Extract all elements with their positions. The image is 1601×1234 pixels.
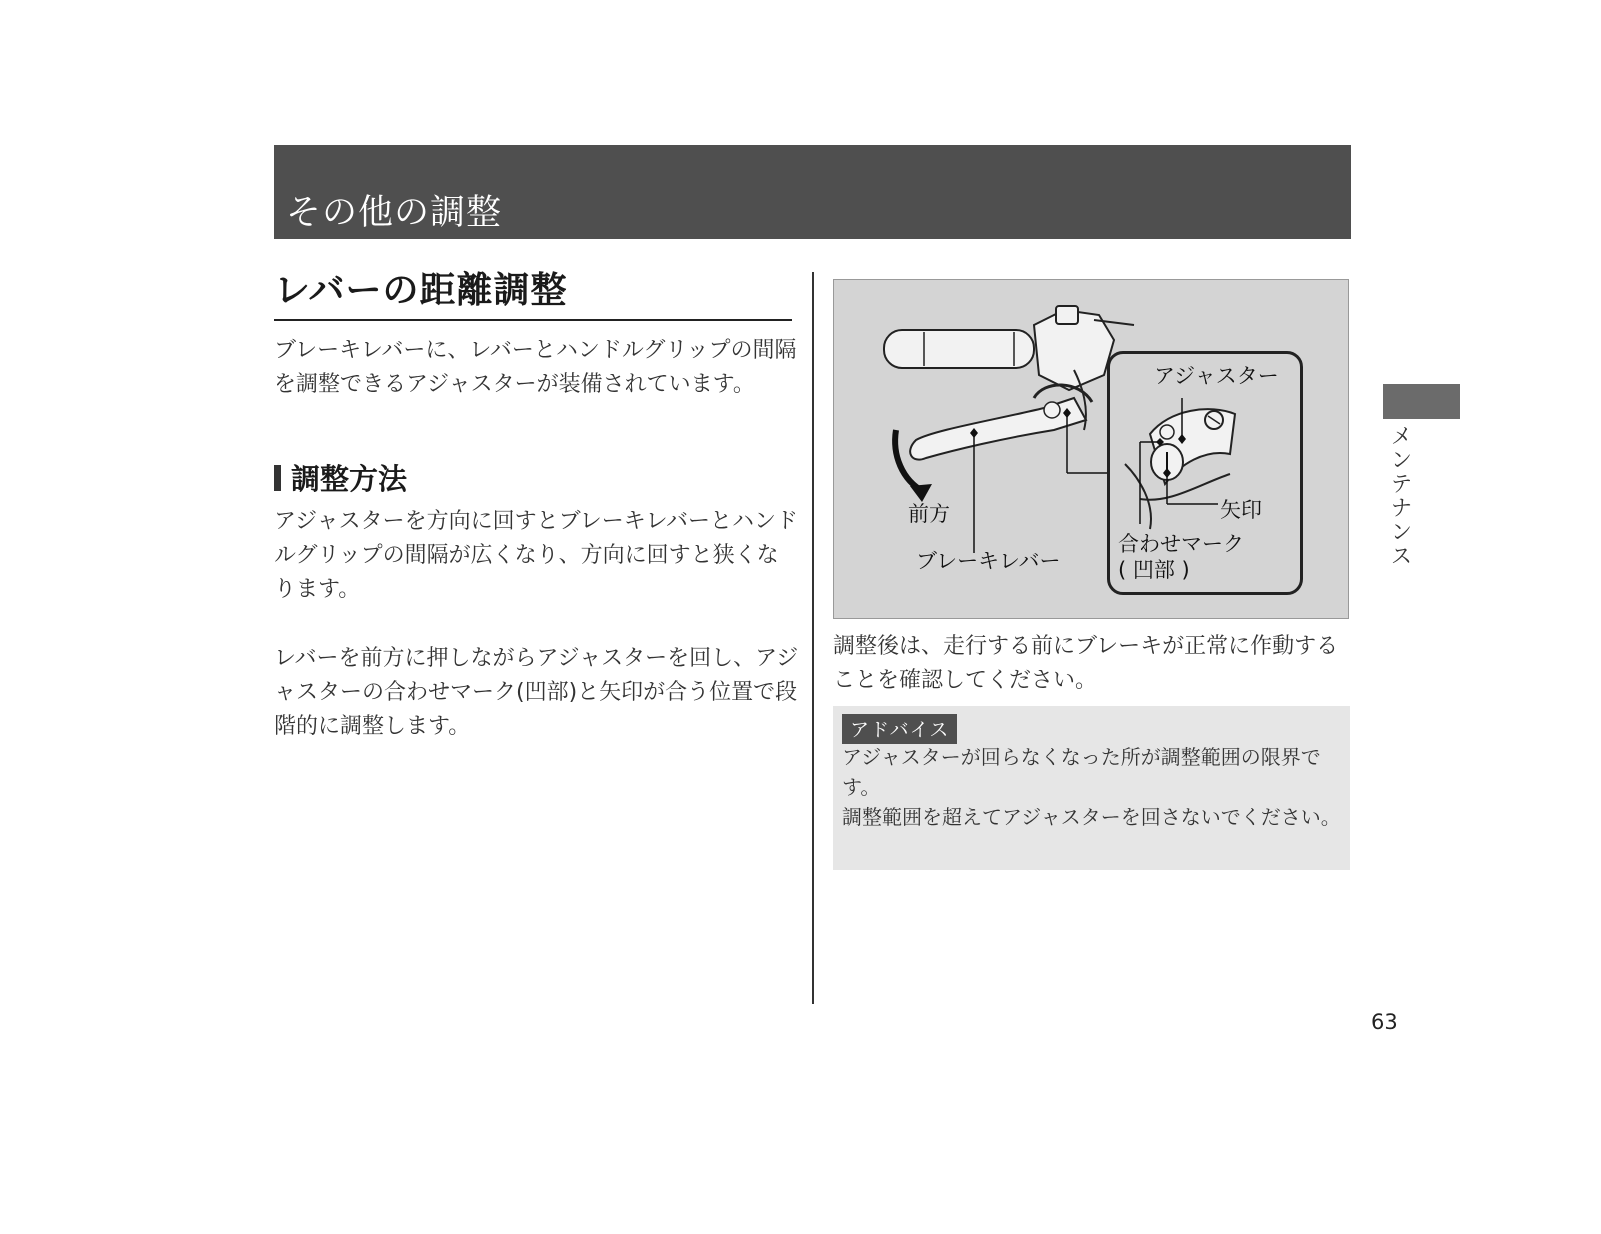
label-adjuster: アジャスター [1154, 364, 1279, 388]
label-alignment-mark: 合わせマーク [1118, 532, 1244, 556]
advice-text [842, 742, 1342, 832]
advice-line-2: 調整範囲を超えてアジャスターを回さないでください。 [842, 805, 1341, 829]
adjuster-detail-inset [1107, 351, 1303, 595]
advice-badge: アドバイス [842, 714, 957, 744]
column-divider [812, 272, 814, 1004]
label-arrow: 矢印 [1220, 498, 1262, 522]
intro-paragraph: ブレーキレバーに、レバーとハンドルグリップの間隔を調整できるアジャスターが装備されています。 [274, 338, 797, 397]
adjust-paragraph-1: アジャスターを方向に回すとブレーキレバーとハンドルグリップの間隔が広くなり、方向に回すと狭くなります。 [274, 509, 799, 602]
chapter-side-label: メンテナンス [1387, 424, 1412, 568]
label-brake-lever: ブレーキレバー [916, 549, 1061, 573]
advice-box [833, 706, 1350, 870]
section-title: レバーの距離調整 [274, 262, 792, 321]
subheading [274, 457, 407, 498]
subheading-text: 調整方法 [291, 462, 408, 496]
adjust-paragraph-2: レバーを前方に押しながらアジャスターを回し、アジャスターの合わせマーク(凹部)と矢印が合う位置で段階的に調整します。 [274, 646, 799, 739]
chapter-side-tab [1383, 384, 1460, 419]
label-forward: 前方 [908, 502, 950, 526]
subheading-bar [274, 465, 281, 491]
chapter-header [274, 145, 1351, 239]
page-number: 63 [1371, 1010, 1398, 1034]
label-alignment-mark-sub: ( 凹部 ) [1118, 558, 1190, 582]
lever-figure [833, 279, 1349, 619]
after-adjust-paragraph: 調整後は、走行する前にブレーキが正常に作動することを確認してください。 [833, 634, 1339, 693]
chapter-title: その他の調整 [286, 193, 503, 233]
advice-line-1: アジャスターが回らなくなった所が調整範囲の限界です。 [842, 745, 1321, 799]
